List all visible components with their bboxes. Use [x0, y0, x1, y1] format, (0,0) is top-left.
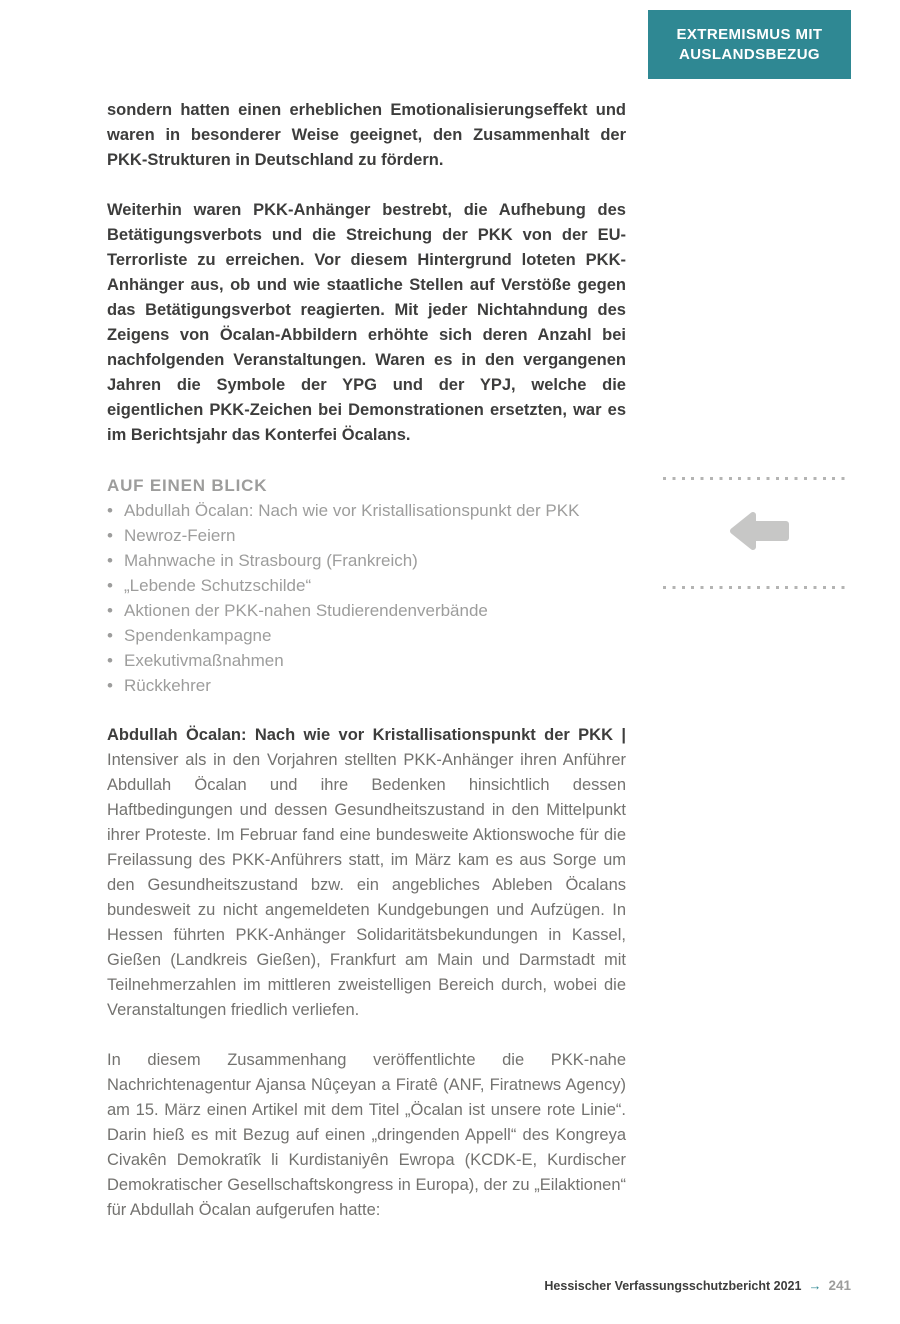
section-text: Intensiver als in den Vorjahren stellten PKK-Anhänger ihren Anführer Abdullah Öcalan und ihre Bedenken hinsichtlich dessen Haftbedingungen und dessen Gesundheitszustand in den Mittelpunkt ihrer Proteste. Im Februar fand eine bundesweite Aktionswoche für die Freilassung des PKK-Anführers statt, im März kam es aus Sorge um den Gesundheitszustand bzw. ein angebliches Ableben Öcalans bundesweit zu nicht angemeldeten Kundgebungen und Aufzügen. In Hessen führten PKK-Anhänger Solidaritätsbekundungen in Kassel, Gießen (Landkreis Gießen), Frankfurt am Main und Darmstadt mit Teilnehmerzahlen im mittleren zweistelligen Bereich durch, wobei die Veranstaltungen friedlich verliefen.	[107, 751, 626, 1019]
list-item: • Newroz-Feiern	[107, 523, 626, 548]
footer-page-number: 241	[828, 1278, 851, 1293]
list-item: • Exekutivmaßnahmen	[107, 648, 626, 673]
section-lead: Abdullah Öcalan: Nach wie vor Kristallisationspunkt der PKK |	[107, 726, 626, 744]
chapter-badge-line1: EXTREMISMUS MIT	[676, 25, 823, 43]
dotted-rule-top	[663, 477, 851, 480]
list-item: • Rückkehrer	[107, 673, 626, 698]
dotted-rule-bottom	[663, 586, 851, 589]
chapter-badge	[648, 10, 851, 79]
list-item: • Mahnwache in Strasbourg (Frankreich)	[107, 548, 626, 573]
chapter-badge-line2: AUSLANDSBEZUG	[678, 45, 821, 63]
intro-paragraph-1: sondern hatten einen erheblichen Emotionalisierungseffekt und waren in besonderer Weise geeignet, den Zusammenhalt der PKK-Strukturen in Deutschland zu fördern.	[107, 101, 626, 169]
footer-report-title: Hessischer Verfassungsschutzbericht 2021	[544, 1279, 802, 1293]
page-footer	[544, 1278, 851, 1293]
body-paragraph-2: In diesem Zusammenhang veröffentlichte die PKK-nahe Nachrichtenagentur Ajansa Nûçeyan a Firatê (ANF, Firatnews Agency) am 15. März einen Artikel mit dem Titel „Öcalan ist unsere rote Linie“. Darin hieß es mit Bezug auf einen „dringenden Appell“ des Kongreya Civakên Demokratîk li Kurdistaniyên Ewropa (KCDK-E, Kurdischer Demokratischer Gesellschaftskongress in Europa), der zu „Eilaktionen“ für Abdullah Öcalan aufgerufen hatte:	[107, 1051, 626, 1219]
list-item: • Abdullah Öcalan: Nach wie vor Kristallisationspunkt der PKK	[107, 498, 626, 523]
section-paragraph	[107, 723, 626, 1023]
text-column	[107, 98, 626, 1248]
list-item: • Spendenkampagne	[107, 623, 626, 648]
list-item: • „Lebende Schutzschilde“	[107, 573, 626, 598]
list-item: • Aktionen der PKK-nahen Studierendenverbände	[107, 598, 626, 623]
left-arrow-icon	[728, 507, 792, 555]
footer-arrow-icon: →	[808, 1278, 822, 1293]
at-a-glance-title: AUF EINEN BLICK	[107, 476, 268, 495]
intro-paragraph-2: Weiterhin waren PKK-Anhänger bestrebt, die Aufhebung des Betätigungsverbots und die Streichung der PKK von der EU-Terrorliste zu erreichen. Vor diesem Hintergrund loteten PKK-Anhänger aus, ob und wie staatliche Stellen auf Verstöße gegen das Betätigungsverbot reagierten. Mit jeder Nichtahndung des Zeigens von Öcalan-Abbildern erhöhte sich deren Anzahl bei nachfolgenden Veranstaltungen. Waren es in den vergangenen Jahren die Symbole der YPG und der YPJ, welche die eigentlichen PKK-Zeichen bei Demonstrationen ersetzten, war es im Berichtsjahr das Konterfei Öcalans.	[107, 201, 626, 444]
at-a-glance-list	[107, 498, 626, 698]
